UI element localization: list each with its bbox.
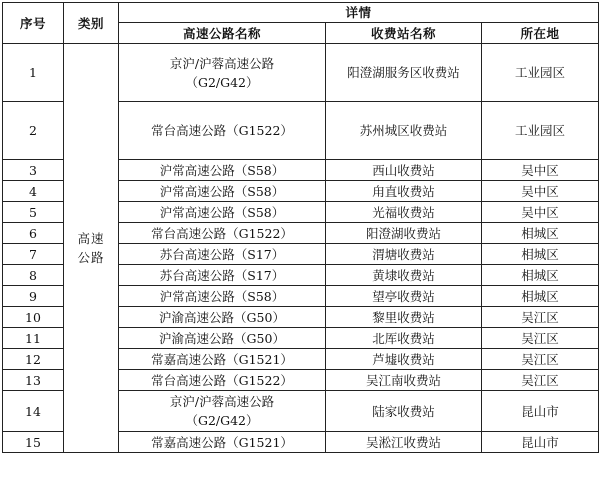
road-name-line: 常嘉高速公路（G1521） <box>151 351 293 367</box>
header-road: 高速公路名称 <box>119 23 326 44</box>
cell-index: 3 <box>3 160 64 181</box>
cell-station-name: 光福收费站 <box>326 202 482 223</box>
cell-location: 昆山市 <box>482 391 599 432</box>
road-name-line: 苏台高速公路（S17） <box>159 246 285 262</box>
cell-station-name: 北厍收费站 <box>326 328 482 349</box>
cell-location: 吴中区 <box>482 202 599 223</box>
cell-road-name <box>119 44 326 102</box>
cell-road-name <box>119 307 326 328</box>
cell-index: 9 <box>3 286 64 307</box>
cell-index: 8 <box>3 265 64 286</box>
cell-index: 10 <box>3 307 64 328</box>
cell-road-name <box>119 432 326 453</box>
header-category: 类别 <box>64 3 119 44</box>
cell-road-name <box>119 328 326 349</box>
road-name-line: 常台高速公路（G1522） <box>151 225 293 241</box>
cell-station-name: 吴江南收费站 <box>326 370 482 391</box>
header-index: 序号 <box>3 3 64 44</box>
cell-index: 13 <box>3 370 64 391</box>
road-name-line: 京沪/沪蓉高速公路 <box>169 55 275 71</box>
cell-road-name <box>119 370 326 391</box>
cell-road-name <box>119 265 326 286</box>
cell-station-name: 望亭收费站 <box>326 286 482 307</box>
cell-road-name <box>119 244 326 265</box>
cell-road-name <box>119 102 326 160</box>
road-name-line: 沪常高速公路（S58） <box>159 204 285 220</box>
cell-location: 工业园区 <box>482 102 599 160</box>
cell-category <box>64 44 119 453</box>
cell-index: 11 <box>3 328 64 349</box>
cell-road-name <box>119 223 326 244</box>
road-name-line: 沪渝高速公路（G50） <box>159 330 285 346</box>
road-name-line: 沪常高速公路（S58） <box>159 162 285 178</box>
cell-location: 吴江区 <box>482 307 599 328</box>
road-name-line: 京沪/沪蓉高速公路 <box>169 394 275 409</box>
cell-road-name <box>119 181 326 202</box>
cell-index: 15 <box>3 432 64 453</box>
cell-index: 7 <box>3 244 64 265</box>
cell-station-name: 西山收费站 <box>326 160 482 181</box>
cell-location: 相城区 <box>482 223 599 244</box>
cell-station-name: 阳澄湖收费站 <box>326 223 482 244</box>
cell-station-name: 吴淞江收费站 <box>326 432 482 453</box>
cell-location: 工业园区 <box>482 44 599 102</box>
road-name-line: （G2/G42） <box>185 413 259 428</box>
cell-road-name <box>119 349 326 370</box>
cell-station-name: 黎里收费站 <box>326 307 482 328</box>
cell-index: 12 <box>3 349 64 370</box>
table-body <box>3 44 599 453</box>
cell-station-name: 苏州城区收费站 <box>326 102 482 160</box>
road-name-line: 常台高速公路（G1522） <box>151 123 293 138</box>
cell-location: 吴中区 <box>482 181 599 202</box>
road-name-line: 沪常高速公路（S58） <box>159 288 285 304</box>
road-name-line: （G2/G42） <box>185 74 259 90</box>
cell-station-name: 甪直收费站 <box>326 181 482 202</box>
cell-index: 5 <box>3 202 64 223</box>
cell-index: 4 <box>3 181 64 202</box>
cell-road-name <box>119 202 326 223</box>
road-name-line: 沪常高速公路（S58） <box>159 183 285 199</box>
table-row <box>3 44 599 102</box>
road-name-line: 沪渝高速公路（G50） <box>159 309 285 325</box>
road-name-line: 常嘉高速公路（G1521） <box>151 434 293 450</box>
cell-station-name: 黄埭收费站 <box>326 265 482 286</box>
category-line: 高速 <box>77 231 105 246</box>
cell-index: 6 <box>3 223 64 244</box>
cell-road-name <box>119 286 326 307</box>
cell-location: 相城区 <box>482 265 599 286</box>
cell-location: 吴江区 <box>482 328 599 349</box>
cell-location: 昆山市 <box>482 432 599 453</box>
cell-location: 相城区 <box>482 286 599 307</box>
cell-location: 吴中区 <box>482 160 599 181</box>
cell-index: 1 <box>3 44 64 102</box>
cell-index: 14 <box>3 391 64 432</box>
road-name-line: 苏台高速公路（S17） <box>159 267 285 283</box>
header-station: 收费站名称 <box>326 23 482 44</box>
cell-location: 相城区 <box>482 244 599 265</box>
cell-station-name: 阳澄湖服务区收费站 <box>326 44 482 102</box>
cell-road-name <box>119 160 326 181</box>
toll-station-table <box>2 2 599 453</box>
cell-location: 吴江区 <box>482 370 599 391</box>
cell-station-name: 陆家收费站 <box>326 391 482 432</box>
cell-station-name: 芦墟收费站 <box>326 349 482 370</box>
cell-station-name: 渭塘收费站 <box>326 244 482 265</box>
cell-road-name <box>119 391 326 432</box>
road-name-line: 常台高速公路（G1522） <box>151 372 293 388</box>
cell-index: 2 <box>3 102 64 160</box>
header-details: 详情 <box>119 3 599 23</box>
category-line: 公路 <box>77 250 105 265</box>
cell-location: 吴江区 <box>482 349 599 370</box>
header-location: 所在地 <box>482 23 599 44</box>
